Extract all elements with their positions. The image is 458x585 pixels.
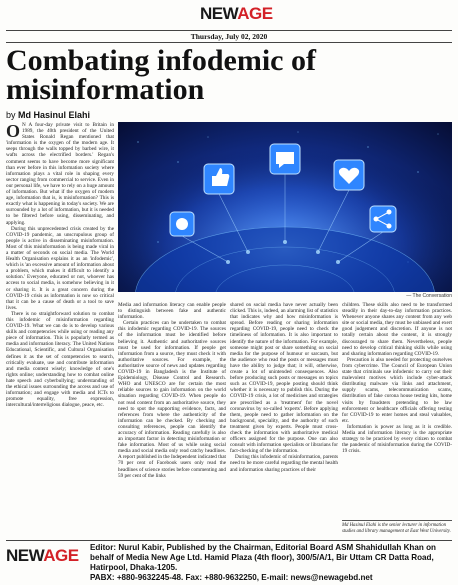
masthead: [0, 0, 458, 26]
footer-logo[interactable]: [6, 546, 79, 566]
byline-author: Md Hasinul Elahi: [18, 110, 91, 120]
logo-age: AGE: [237, 4, 273, 23]
byline: [6, 110, 90, 120]
article-paragraph: [6, 122, 114, 226]
article-paragraph: Certain practices can be undertaken to combat this infodemic regarding COVID-19. The sources of the information must be identified before believing it. Authentic and authoritative sources must be used for information. If people get information from a source, they must check it with authoritative sources. For example, the authoritative source of news and updates regarding COVID-19 in Bangladesh is the Institute of Epidemiology, Disease Control and Research. WHO and UNESCO are for certain the most reliable sources to gain information on the world situation regarding COVID-19. When people do not read content from an authoritative source, they need to spot the supporting evidence, facts, and references from where the authenticity of the information can be checked. By checking and consulting references, people can identify the accuracy of information. Reading carefully is also an important factor in detecting misinformation or fake information. Most of us while using social media and social media only read catchy headlines. A report published in the Independent indicated that 70 per cent of Facebook users only read the headlines of science stories before commenting and 59 per cent of the links: [118, 320, 226, 479]
article-column-2: [118, 302, 226, 538]
footer-rule: [6, 540, 452, 541]
date-rule: [6, 42, 452, 43]
imprint-line-3: Hatirpool, Dhaka-1205.: [90, 563, 178, 572]
footer-logo-age: AGE: [43, 546, 79, 565]
top-rule: [6, 30, 452, 31]
article-paragraph: Information is power as long as it is credible. Media and information literacy is the appropriate strategy to be practiced by every citizen to combat the pandemic of misinformation during the COVID-19 crisis.: [342, 423, 452, 455]
article-paragraph: During this infodemic of misinformation, parents need to be more careful regarding the mental health and information sharing practices of their: [230, 454, 338, 473]
article-paragraph: children. These skills also need to be transformed steadily in their day-to-day information practices. Whenever anyone shares any content from any web site or social media, they must be unbiased and exert good judgement and discretion. If anyone is not totally certain about the content, it is strongly discouraged to share them. Nevertheless, people need to develop critical thinking skills while using and sharing information regarding COVID-19.: [342, 302, 452, 357]
heart-icon: [334, 160, 364, 190]
photo-credit: — The Conversation: [406, 293, 452, 299]
drop-cap: O: [6, 122, 21, 141]
issue-date: Thursday, July 02, 2020: [190, 32, 268, 41]
thumbs-up-icon: [204, 164, 234, 194]
imprint-line-2: behalf of Media New Age Ltd. Hamid Plaza (4th floor), 300/5/A/1, Bir Uttam CR Datta Road,: [90, 553, 434, 562]
article-paragraph: During this unprecedented crisis created by the COVID-19 pandemic, an unscrupulous group of people is active in disseminating misinformation. Most of this misinformation is being made viral in a matter of seconds on social media. The World Health Organisation explains it as an 'infodemic', which is 'an excessive amount of information about a problem, which makes it difficult to identify a solution.' Everyone, educated or not, whoever has access to social media, is somehow believing in it or sharing it. It is a great concern during the COVID-19 crisis as information is now so critical that it can be a cause of death or a tool to save lives.: [6, 225, 114, 311]
share-icon: [370, 206, 396, 232]
speech-bubble-icon: [270, 144, 300, 174]
article-paragraph: Media and information literacy can enable people to distinguish between fake and authentic information.: [118, 302, 226, 321]
article-paragraph: There is no straightforward solution to combat this infodemic of misinformation regarding COVID-19. What we can do is to develop various skills and competencies while using or reading any piece of information. This is popularly termed as media and information literacy. The United Nations Educational, Scientific, and Cultural Organisation defines it as the set of competencies to search, critically evaluate, use and contribute information and media content wisely; knowledge of one's rights online; understanding how to combat online hate speech and cyberbullying; understanding of the ethical issues surrounding the access and use of information; and engage with media and ICTs to promote equality, free expression, intercultural/interreligious dialogue, peace, etc.: [6, 310, 114, 409]
chat-bubble-icon: [170, 212, 194, 236]
article-headline: Combating infodemic of misinformation: [6, 44, 316, 106]
logo-new: NEW: [200, 4, 238, 23]
article-paragraph: Precaution is also needed for protecting ourselves from cybercrime. The Council of European Union state that criminals use infodemic to carry out their malevolent motives which include cyber-attack distributing malware via links and attachment, supply scams, telecommunication scams, distribution of fake corona house testing kits, home visits by fraudsters pretending to be law enforcement or healthcare officials offering testing for COVID-19 to enter homes and steal valuables, etc.: [342, 356, 452, 424]
imprint-line-4: PABX: +880-9632245-48. Fax: +880-9632250, E-mail: news@newagebd.net: [90, 573, 373, 582]
article-paragraph: shared on social media have never actually been clicked. This is, indeed, an alarming list of statistics that indicates why and how misinformation is spread. Before reading or sharing information regarding COVID-19, people need to check the timeliness of information. It is also important to identify the nature of the information. For example, someone might post or share something on social media for the purpose of humour or sarcasm, but the audience who read the posts or messages must have the ability to judge that; it will, otherwise, create a lot of unintended consequences. Also before producing such posts or messages on topics such as COVID-19, people posting should think whether it is necessary to publish this. During the COVID-19 crisis, a lot of medicines and strategies are prescribed as a 'treatment' for the novel coronavirus by so-called 'experts'. Before applying them, people need to gather information on the background, speciality, and the authority of such treatment given by experts. People must cross-check the information with authoritative medical officers assigned for the purpose. One can also consult with information specialists or librarians for fact-checking of the information.: [230, 302, 338, 455]
author-bio: Md Hasinul Elahi is the senior lecturer in information studies and library management at East West University.: [342, 520, 452, 535]
social-media-globe-illustration: [118, 122, 452, 292]
footer-logo-new: NEW: [6, 546, 44, 565]
article-column-3: [230, 302, 338, 538]
newspaper-logo[interactable]: [200, 4, 273, 24]
imprint-line-1: Editor: Nurul Kabir, Published by the Chairman, Editorial Board ASM Shahidullah Khan on: [90, 543, 436, 552]
byline-prefix: by: [6, 110, 16, 120]
imprint: [90, 543, 452, 583]
article-photo: [118, 122, 452, 292]
paragraph-text: N A four-day private visit to Britain in 1989, the 40th president of the United States Ronald Regan mentioned that 'information is the oxygen of the modern age. It seeps through the walls topped by barbed wire, it wafts across the electrified borders.' Regan's comment seems to have become more significant than ever before in this information society where information plays a vital role in shaping every sector ranging from commercial to service. Even in our personal life, we have to rely on a huge amount of information. But what if the oxygen of modern age, information that is, is misinformation? This is exactly what is happening in today's society. We are surrounded by a lot of information, but it is needed to be filtered before using, disseminating, and applying.: [6, 122, 114, 226]
article-column-1: [6, 122, 114, 538]
article-column-4: [342, 302, 452, 516]
